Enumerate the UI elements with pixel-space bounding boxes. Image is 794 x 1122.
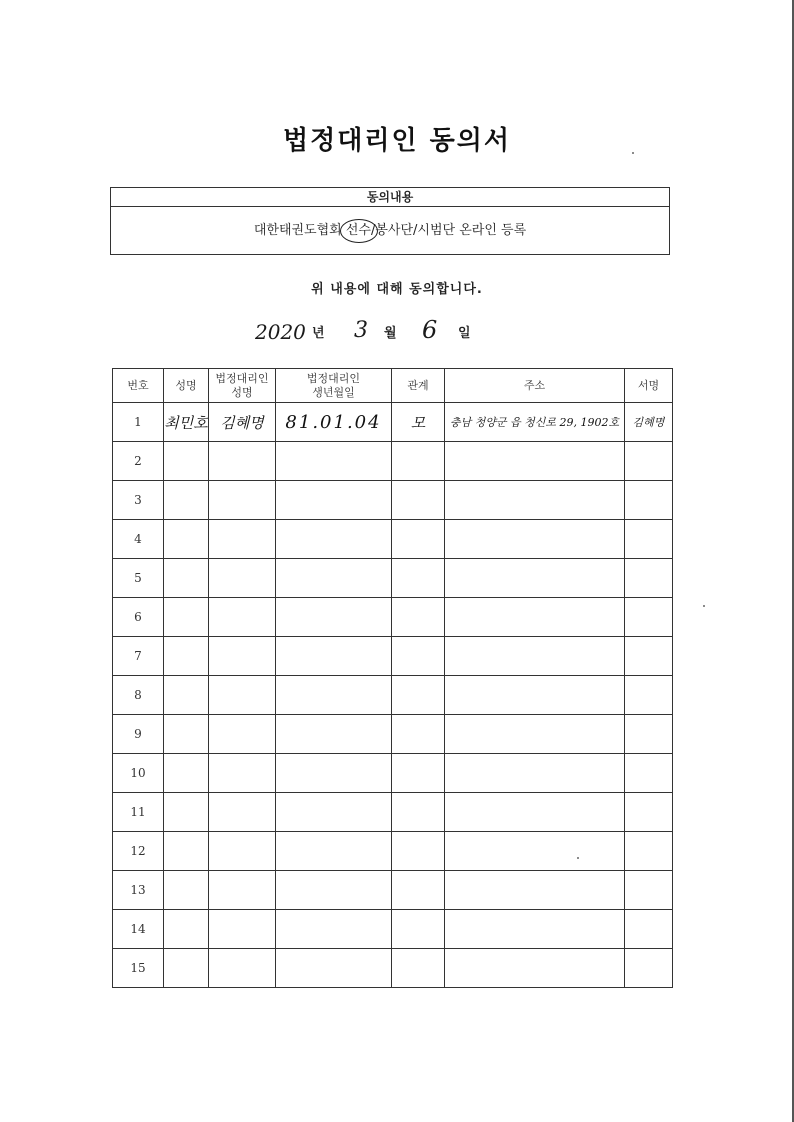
row-no: 3: [113, 481, 164, 520]
row-guardian-name: [209, 715, 276, 754]
row-address: 충남 청양군 읍 청신로 29, 1902호: [445, 403, 625, 442]
row-relation: [392, 871, 445, 910]
agree-statement: 위 내용에 대해 동의합니다.: [311, 282, 483, 297]
date-year-unit: 년: [312, 326, 325, 341]
row-address: [445, 949, 625, 988]
row-no: 10: [113, 754, 164, 793]
row-no: 1: [113, 403, 164, 442]
row-signature: [625, 676, 673, 715]
scan-speck: [577, 857, 579, 859]
row-address: [445, 871, 625, 910]
row-guardian-birth: 81.01.04: [276, 403, 392, 442]
row-name: [164, 715, 209, 754]
row-name: [164, 871, 209, 910]
row-no: 15: [113, 949, 164, 988]
row-guardian-birth: [276, 793, 392, 832]
row-guardian-birth: [276, 754, 392, 793]
header-signature: 서명: [625, 369, 673, 403]
row-name: [164, 793, 209, 832]
row-guardian-name: [209, 793, 276, 832]
table-row: [113, 910, 673, 949]
row-guardian-name: [209, 637, 276, 676]
row-address: [445, 442, 625, 481]
header-name: 성명: [164, 369, 209, 403]
row-guardian-birth: [276, 832, 392, 871]
header-no: 번호: [113, 369, 164, 403]
row-address: [445, 715, 625, 754]
row-signature: [625, 871, 673, 910]
table-row: [113, 832, 673, 871]
consent-box: [110, 187, 670, 255]
row-guardian-birth: [276, 676, 392, 715]
row-address: [445, 676, 625, 715]
document-title: 법정대리인 동의서: [283, 126, 511, 156]
table-row: [113, 403, 673, 442]
table-row: [113, 949, 673, 988]
row-guardian-birth: [276, 442, 392, 481]
table-header-row: [113, 369, 673, 403]
row-guardian-name: [209, 871, 276, 910]
scan-speck: [703, 605, 705, 607]
row-name: [164, 520, 209, 559]
row-address: [445, 910, 625, 949]
row-relation: [392, 559, 445, 598]
row-address: [445, 754, 625, 793]
row-relation: [392, 598, 445, 637]
row-relation: [392, 481, 445, 520]
row-signature: [625, 754, 673, 793]
row-name: [164, 910, 209, 949]
date-day-unit: 일: [458, 326, 471, 341]
row-guardian-birth: [276, 520, 392, 559]
row-no: 12: [113, 832, 164, 871]
row-no: 5: [113, 559, 164, 598]
row-name: [164, 949, 209, 988]
date-year: 2020: [255, 320, 306, 344]
row-no: 9: [113, 715, 164, 754]
row-relation: [392, 910, 445, 949]
row-signature: [625, 442, 673, 481]
row-name: [164, 598, 209, 637]
row-address: [445, 520, 625, 559]
row-guardian-name: [209, 832, 276, 871]
row-relation: [392, 637, 445, 676]
row-no: 14: [113, 910, 164, 949]
row-address: [445, 598, 625, 637]
row-signature: [625, 559, 673, 598]
row-signature: [625, 793, 673, 832]
table-row: [113, 637, 673, 676]
table-row: [113, 754, 673, 793]
row-name: [164, 559, 209, 598]
row-relation: [392, 793, 445, 832]
row-guardian-name: [209, 676, 276, 715]
table-row: [113, 520, 673, 559]
row-guardian-birth: [276, 910, 392, 949]
row-signature: [625, 481, 673, 520]
row-no: 13: [113, 871, 164, 910]
row-no: 7: [113, 637, 164, 676]
row-name: [164, 637, 209, 676]
consent-header: 동의내용: [111, 188, 669, 207]
row-guardian-name: [209, 520, 276, 559]
date-row: [0, 318, 794, 348]
row-relation: [392, 832, 445, 871]
date-day: 6: [422, 316, 438, 344]
row-guardian-birth: [276, 637, 392, 676]
row-no: 2: [113, 442, 164, 481]
row-guardian-birth: [276, 559, 392, 598]
row-signature: [625, 715, 673, 754]
row-relation: [392, 949, 445, 988]
consent-content: [111, 207, 669, 254]
header-address: 주소: [445, 369, 625, 403]
row-signature: [625, 949, 673, 988]
row-address: [445, 637, 625, 676]
consent-content-text: 대한태권도협회 선수/봉사단/시범단 온라인 등록: [253, 223, 527, 238]
guardian-roster-table: [112, 368, 673, 988]
scan-speck: [632, 152, 634, 154]
row-relation: [392, 442, 445, 481]
row-name: [164, 754, 209, 793]
table-row: [113, 442, 673, 481]
row-guardian-birth: [276, 871, 392, 910]
row-guardian-birth: [276, 949, 392, 988]
row-guardian-birth: [276, 598, 392, 637]
row-guardian-name: [209, 559, 276, 598]
row-name: [164, 832, 209, 871]
row-signature: [625, 832, 673, 871]
row-relation: [392, 676, 445, 715]
row-guardian-birth: [276, 715, 392, 754]
row-address: [445, 559, 625, 598]
date-month-unit: 월: [384, 326, 397, 341]
row-address: [445, 832, 625, 871]
table-row: [113, 871, 673, 910]
row-signature: [625, 637, 673, 676]
row-no: 8: [113, 676, 164, 715]
row-address: [445, 793, 625, 832]
row-guardian-name: [209, 598, 276, 637]
row-no: 4: [113, 520, 164, 559]
header-guardian-name: 법정대리인 성명: [209, 369, 276, 403]
row-name: 최민호: [164, 403, 209, 442]
table-row: [113, 793, 673, 832]
table-row: [113, 598, 673, 637]
table-row: [113, 481, 673, 520]
table-row: [113, 676, 673, 715]
row-signature: [625, 910, 673, 949]
row-name: [164, 676, 209, 715]
header-relation: 관계: [392, 369, 445, 403]
row-signature: [625, 520, 673, 559]
row-no: 11: [113, 793, 164, 832]
row-no: 6: [113, 598, 164, 637]
row-guardian-birth: [276, 481, 392, 520]
table-row: [113, 715, 673, 754]
row-guardian-name: [209, 754, 276, 793]
row-relation: [392, 715, 445, 754]
row-relation: 모: [392, 403, 445, 442]
row-name: [164, 481, 209, 520]
row-guardian-name: [209, 442, 276, 481]
row-address: [445, 481, 625, 520]
row-relation: [392, 520, 445, 559]
row-signature: 김혜명: [625, 403, 673, 442]
date-month: 3: [354, 318, 368, 343]
handwritten-circle-mark: [340, 219, 378, 243]
row-guardian-name: [209, 910, 276, 949]
row-name: [164, 442, 209, 481]
table-row: [113, 559, 673, 598]
row-guardian-name: [209, 949, 276, 988]
row-signature: [625, 598, 673, 637]
row-guardian-name: 김혜명: [209, 403, 276, 442]
row-relation: [392, 754, 445, 793]
row-guardian-name: [209, 481, 276, 520]
header-guardian-birth: 법정대리인 생년월일: [276, 369, 392, 403]
